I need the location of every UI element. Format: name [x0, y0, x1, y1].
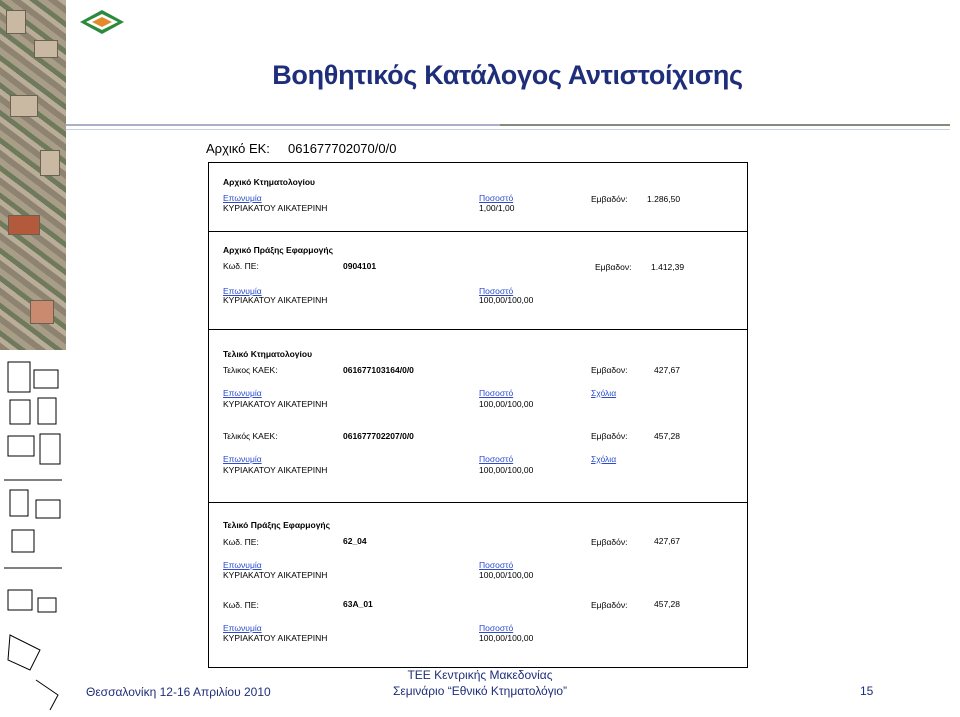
section-final-application — [208, 502, 748, 668]
footer-line-1: ΤΕΕ Κεντρικής Μακεδονίας — [407, 668, 553, 682]
column-name-link[interactable]: Επωνυμία — [223, 623, 262, 633]
column-percent-link[interactable]: Ποσοστό — [479, 454, 514, 464]
area-label: Εμβαδον: — [591, 365, 628, 375]
code-label: Κωδ. ΠΕ: — [223, 261, 259, 271]
column-name-link[interactable]: Επωνυμία — [223, 454, 262, 464]
owner-percent: 100,00/100,00 — [479, 295, 534, 305]
owner-percent: 100,00/100,00 — [479, 633, 534, 643]
area-value: 457,28 — [654, 599, 680, 609]
code-value: 62_04 — [343, 536, 367, 546]
aerial-building — [6, 10, 26, 34]
column-name-link[interactable]: Επωνυμία — [223, 286, 262, 296]
divider — [66, 129, 950, 130]
area-value: 427,67 — [654, 365, 680, 375]
comments-link[interactable]: Σχόλια — [591, 454, 617, 464]
owner-name: ΚΥΡΙΑΚΑΤΟΥ ΑΙΚΑΤΕΡΙΝΗ — [223, 203, 328, 213]
sidebar-imagery — [0, 0, 66, 717]
aerial-building — [8, 215, 40, 235]
page-number: 15 — [860, 684, 874, 698]
section-final-cadastre — [208, 329, 748, 504]
owner-name: ΚΥΡΙΑΚΑΤΟΥ ΑΙΚΑΤΕΡΙΝΗ — [223, 295, 328, 305]
page-title: Βοηθητικός Κατάλογος Αντιστοίχισης — [272, 60, 743, 90]
owner-percent: 1,00/1,00 — [479, 203, 515, 213]
owner-name: ΚΥΡΙΑΚΑΤΟΥ ΑΙΚΑΤΕΡΙΝΗ — [223, 570, 328, 580]
section-heading: Αρχικό Κτηματολογίου — [223, 177, 316, 187]
column-percent-link[interactable]: Ποσοστό — [479, 388, 514, 398]
section-heading: Τελικό Κτηματολογίου — [223, 349, 313, 359]
comments-link[interactable]: Σχόλια — [591, 388, 617, 398]
owner-name: ΚΥΡΙΑΚΑΤΟΥ ΑΙΚΑΤΕΡΙΝΗ — [223, 399, 328, 409]
owner-percent: 100,00/100,00 — [479, 399, 534, 409]
owner-percent: 100,00/100,00 — [479, 570, 534, 580]
footer-line-2: Σεμινάριο “Εθνικό Κτηματολόγιο” — [392, 684, 568, 698]
code-value: 63Α_01 — [343, 599, 373, 609]
section-heading: Αρχικό Πράξης Εφαρμογής — [223, 245, 334, 255]
code-label: Τελικος ΚΑΕΚ: — [223, 365, 278, 375]
code-label: Κωδ. ΠΕ: — [223, 537, 259, 547]
column-percent-link[interactable]: Ποσοστό — [479, 623, 514, 633]
column-percent-link[interactable]: Ποσοστό — [479, 560, 514, 570]
code-value: 0904101 — [343, 261, 377, 271]
section-heading: Τελικό Πράξης Εφαρμογής — [223, 520, 331, 530]
original-ek-label: Αρχικό ΕΚ: — [206, 141, 270, 156]
aerial-building — [40, 150, 60, 176]
owner-name: ΚΥΡΙΑΚΑΤΟΥ ΑΙΚΑΤΕΡΙΝΗ — [223, 465, 328, 475]
area-value: 427,67 — [654, 536, 680, 546]
column-percent-link[interactable]: Ποσοστό — [479, 286, 514, 296]
code-label: Κωδ. ΠΕ: — [223, 600, 259, 610]
logo-icon — [78, 8, 126, 38]
cadastral-map — [0, 350, 66, 717]
code-label: Τελικός ΚΑΕΚ: — [223, 431, 278, 441]
divider — [500, 124, 950, 126]
area-value: 1.286,50 — [647, 194, 681, 204]
code-value: 061677702207/0/0 — [343, 431, 414, 441]
section-original-application — [208, 231, 748, 331]
code-value: 061677103164/0/0 — [343, 365, 414, 375]
aerial-photo — [0, 0, 66, 350]
column-name-link[interactable]: Επωνυμία — [223, 560, 262, 570]
area-label: Εμβαδόν: — [591, 600, 628, 610]
aerial-building — [34, 40, 58, 58]
column-name-link[interactable]: Επωνυμία — [223, 388, 262, 398]
owner-name: ΚΥΡΙΑΚΑΤΟΥ ΑΙΚΑΤΕΡΙΝΗ — [223, 633, 328, 643]
area-value: 1.412,39 — [651, 262, 685, 272]
footer-date: Θεσσαλονίκη 12-16 Απριλίου 2010 — [86, 685, 271, 699]
section-original-cadastre — [208, 162, 748, 233]
owner-percent: 100,00/100,00 — [479, 465, 534, 475]
original-ek-value: 061677702070/0/0 — [288, 141, 397, 156]
area-label: Εμβαδόν: — [591, 194, 628, 204]
column-name-link[interactable]: Επωνυμία — [223, 193, 262, 203]
area-label: Εμβαδόν: — [591, 537, 628, 547]
area-label: Εμβαδόν: — [591, 431, 628, 441]
aerial-building — [10, 95, 38, 117]
column-percent-link[interactable]: Ποσοστό — [479, 193, 514, 203]
area-label: Εμβαδον: — [595, 262, 632, 272]
aerial-building — [30, 300, 54, 324]
area-value: 457,28 — [654, 431, 680, 441]
footer-organizer — [370, 667, 590, 699]
